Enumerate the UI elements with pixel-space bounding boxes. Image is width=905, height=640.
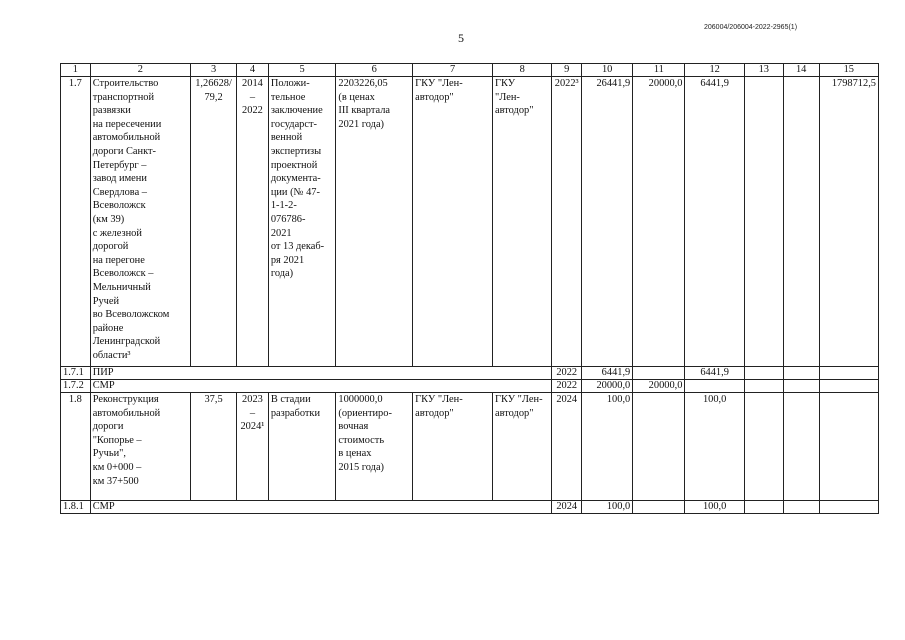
col13-cell [744,367,783,380]
stage-name: СМР [90,501,552,514]
col13-cell [744,393,783,501]
col13-cell [744,77,783,367]
col15-cell: 1798712,5 [819,77,878,367]
page-number: 5 [458,31,464,45]
column-number: 6 [336,64,413,77]
column-number: 12 [685,64,744,77]
column-number: 2 [90,64,190,77]
capacity-cell: 1,26628/ 79,2 [191,77,237,367]
col14-cell [783,77,819,367]
regional-funds-cell: 100,0 [685,501,744,514]
year-cell: 2022 [552,367,582,380]
table-row [61,393,879,501]
column-number: 3 [191,64,237,77]
developer-cell: ГКУ "Лен- автодор" [493,393,552,501]
column-number: 14 [783,64,819,77]
column-number: 11 [633,64,685,77]
total-cell: 20000,0 [582,380,633,393]
object-name: Строительство транспортной развязки на пересечении автомобильной дороги Санкт- Петербург – завод имени Свердлова – Всеволожск (км 39) с железной дорогой на перегоне Всеволожск – Мельничный Ручей во Всеволожском районе Ленинградской области³ [90,77,190,367]
column-number: 5 [268,64,336,77]
customer-cell: ГКУ "Лен- автодор" [413,393,493,501]
col13-cell [744,380,783,393]
object-name: Реконструкция автомобильной дороги "Копорье – Ручьи", км 0+000 – км 37+500 [90,393,190,501]
column-number: 8 [493,64,552,77]
row-number: 1.8 [61,393,91,501]
column-number: 13 [744,64,783,77]
federal-funds-cell: 20000,0 [633,380,685,393]
column-number-row [61,64,879,77]
stage-name: СМР [90,380,552,393]
document-id: 206004/206004-2022-2965(1) [704,24,798,31]
column-number: 9 [552,64,582,77]
program-table [60,63,879,514]
period-cell: 2023 – 2024¹ [237,393,269,501]
cost-cell: 2203226,05 (в ценах III квартала 2021 года) [336,77,413,367]
year-cell: 2024 [552,501,582,514]
capacity-cell: 37,5 [191,393,237,501]
col14-cell [783,380,819,393]
period-cell: 2014 – 2022 [237,77,269,367]
regional-funds-cell: 6441,9 [685,77,744,367]
total-cell: 100,0 [582,501,633,514]
col15-cell [819,501,878,514]
col15-cell [819,380,878,393]
row-number: 1.8.1 [61,501,91,514]
customer-cell: ГКУ "Лен- автодор" [413,77,493,367]
developer-cell: ГКУ "Лен- автодор" [493,77,552,367]
federal-funds-cell [633,501,685,514]
total-cell: 26441,9 [582,77,633,367]
project-doc-cell: В стадии разработки [268,393,336,501]
regional-funds-cell: 6441,9 [685,367,744,380]
year-cell: 2022 [552,380,582,393]
table-row [61,77,879,367]
column-number: 4 [237,64,269,77]
regional-funds-cell [685,380,744,393]
col14-cell [783,367,819,380]
col14-cell [783,393,819,501]
federal-funds-cell [633,367,685,380]
regional-funds-cell: 100,0 [685,393,744,501]
cost-cell: 1000000,0 (ориентиро- вочная стоимость в ценах 2015 года) [336,393,413,501]
project-doc-cell: Положи- тельное заключение государст- венной экспертизы проектной документа- ции (№ 47- 1-1-2- 076786- 2021 от 13 декаб- ря 2021 года) [268,77,336,367]
row-number: 1.7 [61,77,91,367]
col15-cell [819,367,878,380]
column-number: 7 [413,64,493,77]
column-number: 10 [582,64,633,77]
table-row [61,380,879,393]
year-cell: 2024 [552,393,582,501]
total-cell: 6441,9 [582,367,633,380]
federal-funds-cell: 20000,0 [633,77,685,367]
total-cell: 100,0 [582,393,633,501]
table-row [61,501,879,514]
row-number: 1.7.2 [61,380,91,393]
year-cell: 2022³ [552,77,582,367]
table-row [61,367,879,380]
column-number: 15 [819,64,878,77]
column-number: 1 [61,64,91,77]
stage-name: ПИР [90,367,552,380]
col14-cell [783,501,819,514]
row-number: 1.7.1 [61,367,91,380]
col15-cell [819,393,878,501]
col13-cell [744,501,783,514]
federal-funds-cell [633,393,685,501]
